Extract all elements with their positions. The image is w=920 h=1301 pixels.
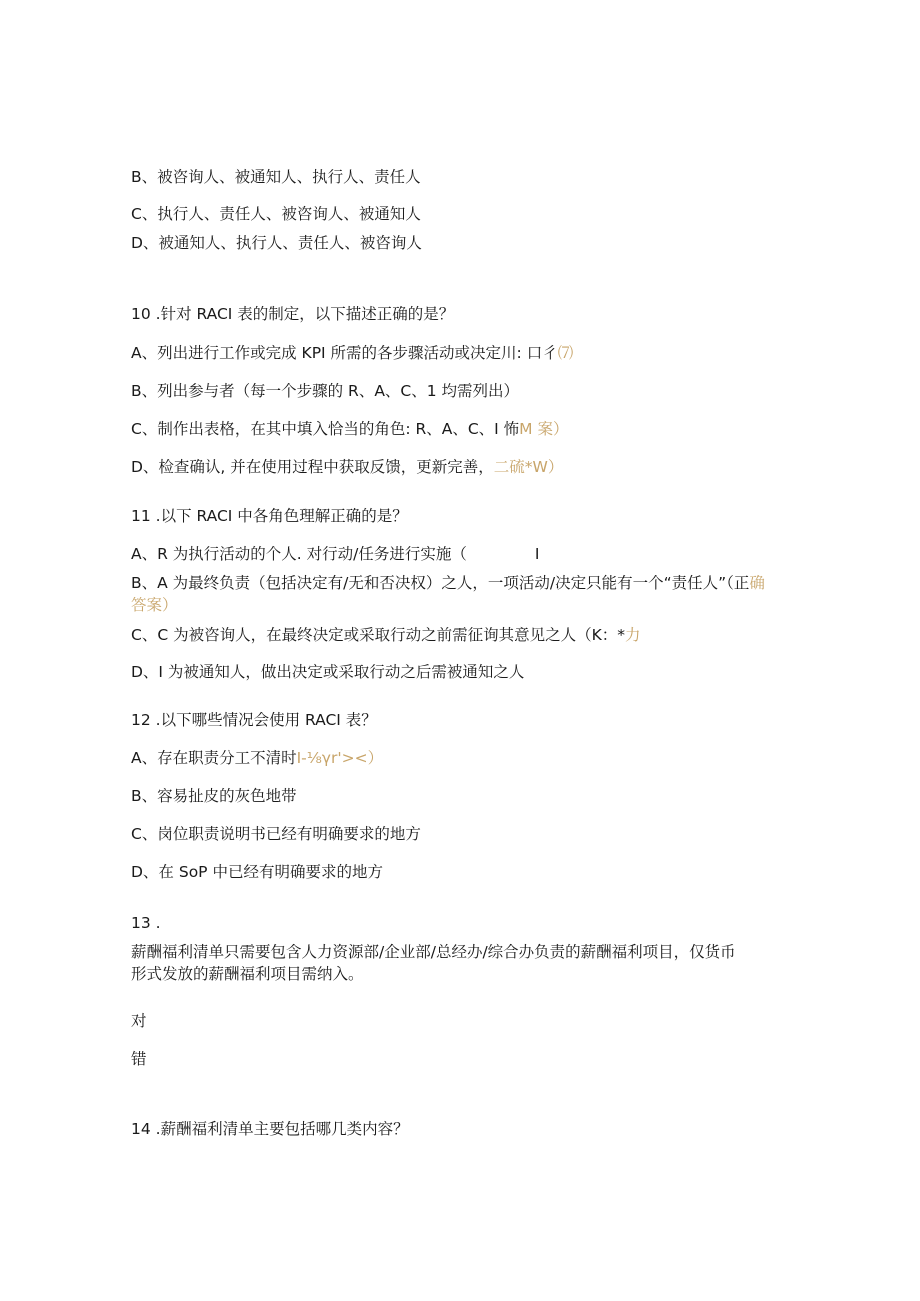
q10-option-c: [131, 418, 791, 440]
q11-option-c-text: C、C 为被咨询人，在最终决定或采取行动之前需征询其意见之人（K：*: [131, 626, 625, 644]
q12-option-a-text: A、存在职责分工不清时: [131, 749, 297, 767]
q10-option-c-note: M 案）: [519, 420, 569, 438]
q11-option-c: [131, 624, 791, 646]
q12-option-a-note: I-⅛γr'><）: [296, 749, 384, 767]
q11-option-a: [131, 543, 791, 565]
q9-option-b: B、被咨询人、被通知人、执行人、责任人: [131, 168, 421, 186]
q10-option-a-note: ⑺: [557, 344, 574, 362]
q10-option-a-text: A、列出进行工作或完成 KPI 所需的各步骤活动或决定川: 口彳: [131, 344, 558, 362]
q9-option-d: D、被通知人、执行人、责任人、被咨询人: [131, 234, 422, 252]
q10-option-d-note: 二硫*W）: [493, 458, 564, 476]
q10-option-b: B、列出参与者（每一个步骤的 R、A、C、1 均需列出）: [131, 382, 520, 400]
q11-option-b: [131, 572, 771, 616]
q13-number: 13 .: [131, 914, 161, 932]
q10-option-c-text: C、制作出表格，在其中填入恰当的角色: R、A、C、I 怖: [131, 420, 520, 438]
q12-option-a: [131, 747, 791, 769]
q12-question: 12 .以下哪些情况会使用 RACI 表？: [131, 711, 377, 729]
q10-option-a: [131, 342, 791, 364]
q11-question: 11 .以下 RACI 中各角色理解正确的是？: [131, 507, 408, 525]
q11-option-c-note: 力: [625, 626, 641, 644]
q11-option-a-tail: I: [534, 545, 540, 563]
q13-option-false: 错: [131, 1050, 147, 1068]
q13-option-true: 对: [131, 1012, 147, 1030]
q10-option-d: [131, 456, 791, 478]
q13-question: 薪酬福利清单只需要包含人力资源部/企业部/总经办/综合办负责的薪酬福利项目，仅货币形式发放的薪酬福利项目需纳入。: [131, 943, 736, 983]
q12-option-c: C、岗位职责说明书已经有明确要求的地方: [131, 825, 421, 843]
q12-option-b: B、容易扯皮的灰色地带: [131, 787, 297, 805]
q10-question: 10 .针对 RACI 表的制定，以下描述正确的是？: [131, 305, 455, 323]
q10-option-d-text: D、检查确认, 并在使用过程中获取反馈，更新完善，: [131, 458, 494, 476]
q11-option-d: D、I 为被通知人，做出决定或采取行动之后需被通知之人: [131, 663, 525, 681]
q11-option-a-text: A、R 为执行活动的个人. 对行动/任务进行实施（: [131, 545, 467, 563]
q11-option-b-text: B、A 为最终负责（包括决定有/无和否决权）之人，一项活动/决定只能有一个“责任人”（正: [131, 574, 750, 592]
q11-option-b-note: 确答案）: [131, 574, 765, 614]
q14-question: 14 .薪酬福利清单主要包括哪几类内容？: [131, 1120, 409, 1138]
q12-option-d: D、在 SoP 中已经有明确要求的地方: [131, 863, 383, 881]
q9-option-c: C、执行人、责任人、被咨询人、被通知人: [131, 205, 421, 223]
